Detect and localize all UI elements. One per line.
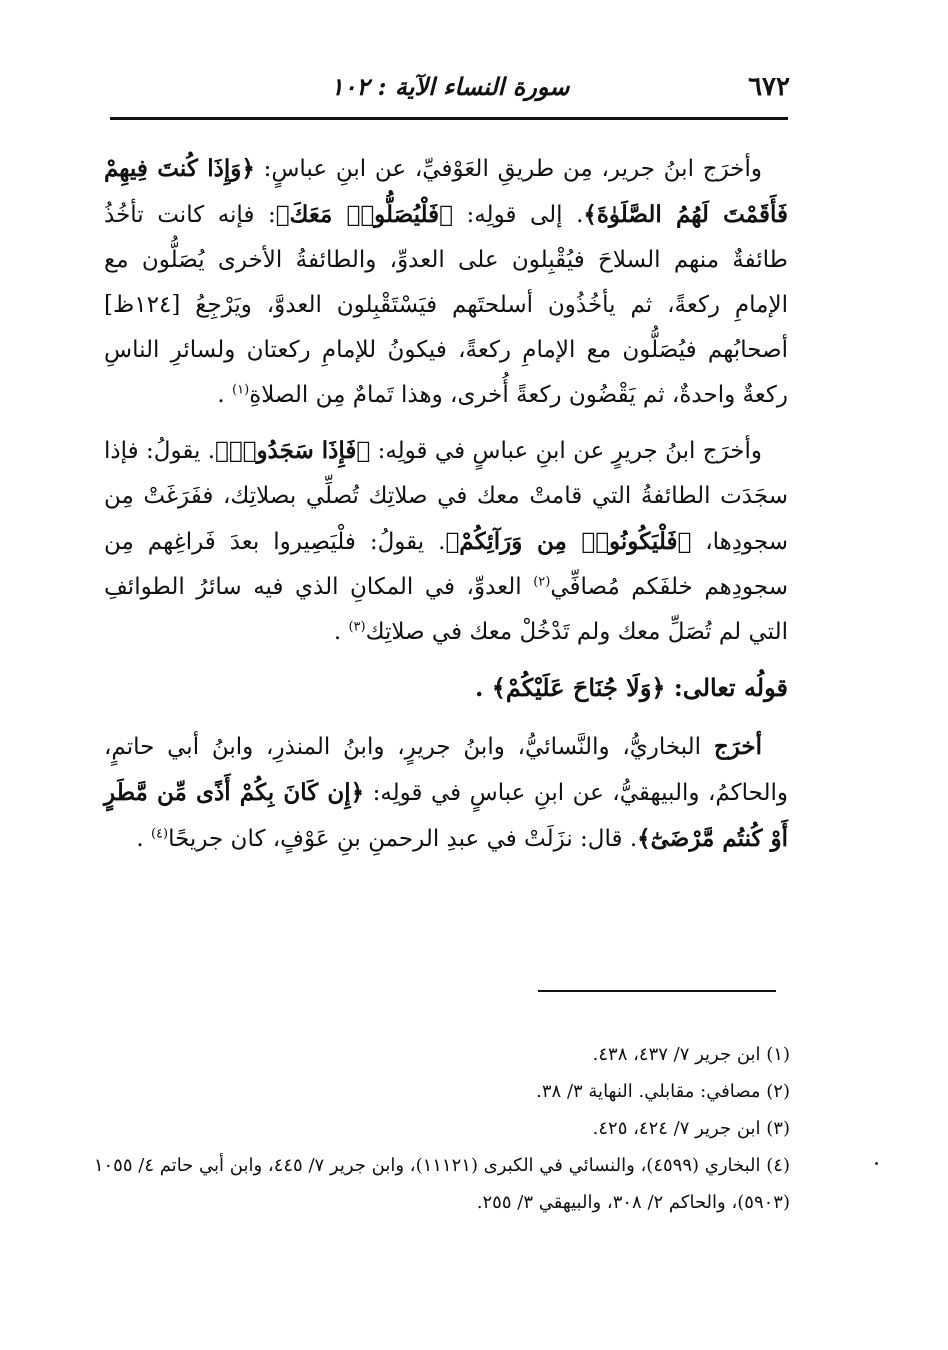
text-run: . <box>217 382 233 408</box>
footnote-1: (١) ابن جرير ٧/ ٤٣٧، ٤٣٨. <box>592 1044 790 1065</box>
text-run: العدوِّ، في المكانِ الذي فيه سائرُ الطوائفِ التي لم تُصَلِّ معك ولم تَدْخُلْ معك في صلاتِك <box>104 574 788 645</box>
text-run: . <box>475 673 492 702</box>
quran-verse: ﴿وَلَا جُنَاحَ عَلَيْكُمْ﴾ <box>491 673 666 702</box>
lead-word: أخرَج <box>713 733 762 760</box>
text-run: . إلى قولِه: <box>452 202 584 228</box>
footnote-marker: (٣) <box>348 619 366 635</box>
footnote-marker: (١) <box>232 382 250 398</box>
section-heading <box>104 665 788 710</box>
quran-verse: ﴿فَلْيَكُونُوا۟ مِن وَرَآئِكُمْ﴾ <box>445 528 692 555</box>
text-run: . يقولُ: فإذا سجَدَت الطائفةُ التي قامتْ معك في صلاتِك تُصلِّي بصلاتِك، ففَرَغَتْ مِن سجودِها، <box>104 438 789 555</box>
quran-verse: ﴿وَإِذَا كُنتَ فِيهِمْ فَأَقَمْتَ لَهُمُ الصَّلَوٰةَ﴾ <box>104 155 789 228</box>
quran-verse: ﴿إِن كَانَ بِكُمْ أَذًى مِّن مَّطَرٍ أَوْ كُنتُم مَّرْضَىٰٓ﴾ <box>104 779 788 852</box>
footnote-rule <box>538 990 776 992</box>
paragraph-2 <box>104 428 788 655</box>
page-number: ٦٧٢ <box>748 72 790 102</box>
scan-speck <box>875 1162 878 1165</box>
running-title: سورة النساء الآية : ١٠٢ <box>330 72 570 101</box>
paragraph-1 <box>104 146 788 418</box>
footnote-3: (٣) ابن جرير ٧/ ٤٢٤، ٤٢٥. <box>592 1118 790 1139</box>
text-run: . يقولُ: فلْيَصِيروا بعدَ فَراغِهم مِن سجودِهم خلفَكم مُصافِّي <box>104 529 788 600</box>
footnotes <box>90 1036 790 1221</box>
footnote-2: (٢) مصافي: مقابلي. النهاية ٣/ ٣٨. <box>536 1081 790 1102</box>
text-run: البخاريُّ، والنَّسائيُّ، وابنُ جريرٍ، وابنُ المنذرِ، وابنُ أبي حاتمٍ، والحاكمُ، والبيهقيُّ، عن ابنِ عباسٍ في قولِه: <box>104 734 788 806</box>
text-run: : فإنه كانت تأخُذُ طائفةٌ منهم السلاحَ فيُقْبِلون على العدوِّ، والطائفةُ الأخرى يُصَلُّون مع الإمامِ ركعةً، ثم يأخُذُون أسلحتَهم فيَسْتَقْبِلون العدوَّ، ويَرْجِعُ [١٢٤ظ] أصحابُهم فيُصَلُّون مع الإمامِ ركعةً، فيكونُ للإمامِ ركعتان ولسائرِ الناسِ ركعةٌ واحدةٌ، ثم يَقْضُون ركعةً أُخرى، وهذا تَمامٌ مِن الصلاةِ <box>104 202 788 408</box>
footnote-4: (٤) البخاري (٤٥٩٩)، والنسائي في الكبرى (١١١٢١)، وابن جرير ٧/ ٤٤٥، وابن أبي حاتم ٤/ ١٠٥٥ (٥٩٠٣)، والحاكم ٢/ ٣٠٨، والبيهقي ٣/ ٢٥٥. <box>93 1155 790 1213</box>
quran-verse: ﴿فَلْيُصَلُّوا۟ مَعَكَ﴾ <box>275 201 453 228</box>
header-rule <box>110 117 788 120</box>
page-header <box>110 72 790 106</box>
text-run: . <box>136 826 151 852</box>
footnote-marker: (٢) <box>533 574 551 590</box>
text-run: وأخرَج ابنُ جريرٍ عن ابنِ عباسٍ في قولِه: <box>370 438 763 464</box>
heading-prefix: قولُه تعالى: <box>665 673 788 702</box>
footnote-marker: (٤) <box>150 826 169 842</box>
text-run: . <box>333 619 349 645</box>
paragraph-3 <box>104 724 788 862</box>
text-run: وأخرَج ابنُ جرير، مِن طريقِ العَوْفيِّ، عن ابنِ عباسٍ: <box>254 156 762 182</box>
quran-verse: ﴿فَإِذَا سَجَدُوا۟﴾ <box>215 437 371 464</box>
main-text <box>104 146 788 872</box>
text-run: . قال: نزَلَتْ في عبدِ الرحمنِ بنِ عَوْفٍ، كان جريحًا <box>168 826 638 852</box>
